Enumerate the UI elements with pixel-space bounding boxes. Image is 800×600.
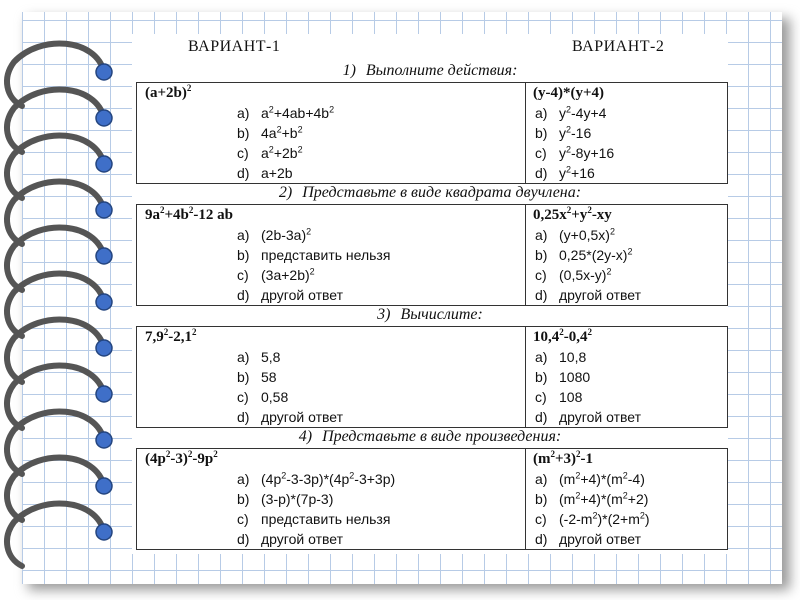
task-variant-2 bbox=[533, 329, 592, 346]
expression-text: -4) bbox=[627, 471, 645, 487]
answer-option bbox=[237, 531, 343, 547]
expression-text: (y+0,5x) bbox=[559, 227, 610, 243]
expression-text: (-2-m bbox=[559, 511, 593, 527]
expression-text: другой ответ bbox=[261, 531, 343, 547]
exponent: 2 bbox=[329, 104, 335, 115]
section-instruction: Представьте в виде произведения: bbox=[322, 428, 562, 445]
expression-text: 0,58 bbox=[261, 389, 289, 405]
exponent: 2 bbox=[566, 144, 572, 155]
exponent: 2 bbox=[575, 470, 581, 481]
exponent: 2 bbox=[587, 327, 592, 337]
answer-option bbox=[535, 105, 606, 121]
answer-option bbox=[237, 105, 334, 121]
exponent: 2 bbox=[187, 449, 193, 459]
option-letter: d) bbox=[535, 165, 548, 181]
section-title bbox=[132, 62, 728, 80]
binding-ring bbox=[7, 457, 112, 520]
exponent: 2 bbox=[609, 226, 615, 237]
answer-option bbox=[535, 471, 645, 487]
binding-hole bbox=[96, 524, 112, 540]
exponent: 2 bbox=[276, 124, 282, 135]
expression-text: 0,25x bbox=[533, 207, 567, 223]
expression-text: 10,8 bbox=[559, 349, 587, 365]
spiral-binding bbox=[0, 0, 130, 600]
expression-text: +b bbox=[281, 125, 298, 141]
binding-hole bbox=[96, 340, 112, 356]
expression-text: y bbox=[559, 125, 566, 141]
option-letter: c) bbox=[535, 511, 547, 527]
expression-text: 1080 bbox=[559, 369, 591, 385]
expression-text: 4a bbox=[261, 125, 277, 141]
option-letter: c) bbox=[237, 511, 249, 527]
answer-option bbox=[535, 491, 648, 507]
expression-text: -4y+4 bbox=[571, 105, 607, 121]
task-variant-1 bbox=[145, 451, 218, 468]
exponent: 2 bbox=[160, 205, 165, 215]
binding-hole bbox=[96, 294, 112, 310]
answer-option bbox=[237, 145, 303, 161]
expression-text: y bbox=[559, 165, 566, 181]
exponent: 2 bbox=[188, 205, 194, 215]
option-letter: d) bbox=[237, 287, 250, 303]
expression-text: (y-4)*(y+4) bbox=[533, 85, 605, 101]
expression-text: 0,25*(2y-x) bbox=[559, 247, 628, 263]
task-box bbox=[136, 448, 728, 550]
binding-ring bbox=[7, 503, 112, 566]
binding-ring bbox=[7, 411, 112, 474]
exponent: 2 bbox=[192, 327, 197, 337]
exponent: 2 bbox=[566, 205, 572, 215]
answer-option bbox=[237, 389, 288, 405]
exponent: 2 bbox=[576, 449, 581, 459]
answer-option bbox=[237, 287, 343, 303]
binding-ring bbox=[7, 273, 112, 336]
section-title bbox=[132, 184, 728, 202]
expression-text: (0,5x-y) bbox=[559, 267, 607, 283]
expression-text: a+2b bbox=[261, 165, 293, 181]
exponent: 2 bbox=[268, 144, 274, 155]
expression-text: 58 bbox=[261, 369, 277, 385]
expression-text: 5,8 bbox=[261, 349, 281, 365]
answer-option bbox=[535, 287, 641, 303]
expression-text: (4p bbox=[261, 471, 282, 487]
binding-hole bbox=[96, 478, 112, 494]
answer-option bbox=[535, 389, 582, 405]
expression-text: +y bbox=[571, 207, 588, 223]
answer-option bbox=[237, 409, 343, 425]
expression-text: (m bbox=[533, 451, 551, 467]
option-letter: b) bbox=[535, 491, 548, 507]
expression-text: a bbox=[261, 145, 269, 161]
exponent: 2 bbox=[622, 490, 628, 501]
expression-text: )*(2+m bbox=[597, 511, 640, 527]
expression-text: (m bbox=[559, 491, 576, 507]
expression-text: (2b-3a) bbox=[261, 227, 307, 243]
section-instruction: Вычислите: bbox=[400, 306, 483, 323]
answer-option bbox=[535, 409, 641, 425]
exponent: 2 bbox=[566, 104, 572, 115]
option-letter: b) bbox=[237, 247, 250, 263]
section-instruction: Представьте в виде квадрата двучлена: bbox=[302, 184, 582, 201]
answer-option bbox=[535, 369, 590, 385]
expression-text: -3-3p)*(4p bbox=[286, 471, 350, 487]
exponent: 2 bbox=[587, 205, 592, 215]
expression-text: представить нельзя bbox=[261, 511, 391, 527]
option-letter: d) bbox=[237, 165, 250, 181]
exponent: 2 bbox=[566, 124, 572, 135]
binding-hole bbox=[96, 156, 112, 172]
expression-text: -8y+16 bbox=[571, 145, 615, 161]
expression-text: (4p bbox=[145, 451, 166, 467]
expression-text: -9p bbox=[192, 451, 214, 467]
expression-text: 9a bbox=[145, 207, 160, 223]
binding-hole bbox=[96, 386, 112, 402]
exponent: 2 bbox=[297, 124, 303, 135]
exponent: 2 bbox=[309, 266, 315, 277]
binding-ring bbox=[7, 365, 112, 428]
worksheet bbox=[132, 34, 728, 554]
exponent: 2 bbox=[163, 327, 169, 337]
expression-text: -2,1 bbox=[168, 329, 192, 345]
exponent: 2 bbox=[639, 510, 645, 521]
option-letter: c) bbox=[535, 145, 547, 161]
exponent: 2 bbox=[281, 470, 287, 481]
exponent: 2 bbox=[627, 246, 633, 257]
expression-text: -0,4 bbox=[563, 329, 588, 345]
expression-text: +2) bbox=[627, 491, 649, 507]
answer-option bbox=[237, 267, 315, 283]
column-divider bbox=[525, 327, 526, 427]
expression-text: представить нельзя bbox=[261, 247, 391, 263]
option-letter: d) bbox=[237, 409, 250, 425]
task-variant-1 bbox=[145, 85, 191, 102]
option-letter: b) bbox=[535, 247, 548, 263]
option-letter: c) bbox=[237, 145, 249, 161]
binding-ring bbox=[7, 43, 112, 106]
variant-1-heading: ВАРИАНТ-1 bbox=[188, 38, 281, 55]
answer-option bbox=[535, 247, 632, 263]
answer-option bbox=[535, 165, 595, 181]
expression-text: -16 bbox=[571, 125, 592, 141]
expression-text: +4b bbox=[164, 207, 189, 223]
exponent: 2 bbox=[550, 449, 555, 459]
binding-hole bbox=[96, 64, 112, 80]
answer-option bbox=[237, 349, 280, 365]
expression-text: -1 bbox=[580, 451, 594, 467]
binding-ring bbox=[7, 89, 112, 152]
expression-text: +3) bbox=[555, 451, 577, 467]
expression-text: (m bbox=[559, 471, 576, 487]
answer-option bbox=[535, 227, 615, 243]
binding-hole bbox=[96, 432, 112, 448]
section-number: 4) bbox=[298, 428, 313, 445]
expression-text: -3+3p) bbox=[354, 471, 396, 487]
exponent: 2 bbox=[268, 104, 274, 115]
column-divider bbox=[525, 83, 526, 183]
expression-text: ) bbox=[644, 511, 650, 527]
expression-text: (3a+2b) bbox=[261, 267, 310, 283]
expression-text: +4)*(m bbox=[580, 471, 623, 487]
answer-option bbox=[237, 471, 395, 487]
answer-option bbox=[535, 145, 614, 161]
expression-text: (a+2b) bbox=[145, 85, 187, 101]
task-variant-1 bbox=[145, 207, 233, 224]
exponent: 2 bbox=[606, 266, 612, 277]
expression-text: +2b bbox=[273, 145, 298, 161]
expression-text: другой ответ bbox=[559, 531, 641, 547]
exponent: 2 bbox=[213, 449, 218, 459]
option-letter: b) bbox=[535, 125, 548, 141]
option-letter: b) bbox=[237, 125, 250, 141]
answer-option bbox=[535, 511, 650, 527]
option-letter: d) bbox=[535, 531, 548, 547]
variant-2-heading: ВАРИАНТ-2 bbox=[572, 38, 665, 55]
option-letter: d) bbox=[535, 409, 548, 425]
binding-ring bbox=[7, 227, 112, 290]
expression-text: -xy bbox=[591, 207, 612, 223]
answer-option bbox=[535, 531, 641, 547]
answer-option bbox=[237, 125, 303, 141]
expression-text: +16 bbox=[571, 165, 595, 181]
exponent: 2 bbox=[165, 449, 171, 459]
binding-ring bbox=[7, 319, 112, 382]
option-letter: d) bbox=[535, 287, 548, 303]
exponent: 2 bbox=[592, 510, 598, 521]
task-variant-2 bbox=[533, 85, 604, 102]
option-letter: a) bbox=[237, 349, 250, 365]
option-letter: c) bbox=[237, 389, 249, 405]
expression-text: 108 bbox=[559, 389, 583, 405]
exponent: 2 bbox=[622, 470, 628, 481]
option-letter: b) bbox=[535, 369, 548, 385]
expression-text: +4ab+4b bbox=[273, 105, 330, 121]
binding-ring bbox=[7, 181, 112, 244]
expression-text: y bbox=[559, 145, 566, 161]
answer-option bbox=[535, 125, 591, 141]
section-number: 2) bbox=[278, 184, 293, 201]
binding-hole bbox=[96, 202, 112, 218]
section-number: 1) bbox=[342, 62, 356, 79]
answer-option bbox=[535, 267, 611, 283]
exponent: 2 bbox=[297, 144, 303, 155]
expression-text: a bbox=[261, 105, 269, 121]
exponent: 2 bbox=[559, 327, 564, 337]
binding-hole bbox=[96, 110, 112, 126]
section-title bbox=[132, 428, 728, 446]
option-letter: c) bbox=[535, 389, 547, 405]
task-variant-1 bbox=[145, 329, 197, 346]
option-letter: a) bbox=[237, 471, 250, 487]
option-letter: a) bbox=[237, 227, 250, 243]
section-instruction: Выполните действия: bbox=[365, 62, 518, 79]
exponent: 2 bbox=[566, 164, 572, 175]
expression-text: другой ответ bbox=[559, 287, 641, 303]
exponent: 2 bbox=[186, 83, 192, 93]
option-letter: c) bbox=[237, 267, 249, 283]
task-variant-2 bbox=[533, 207, 612, 224]
exponent: 2 bbox=[306, 226, 312, 237]
answer-option bbox=[237, 227, 311, 243]
column-divider bbox=[525, 205, 526, 305]
exponent: 2 bbox=[349, 470, 355, 481]
option-letter: a) bbox=[535, 105, 548, 121]
option-letter: b) bbox=[237, 491, 250, 507]
task-box bbox=[136, 326, 728, 428]
expression-text: -3) bbox=[170, 451, 188, 467]
option-letter: c) bbox=[535, 267, 547, 283]
expression-text: другой ответ bbox=[261, 409, 343, 425]
task-box bbox=[136, 82, 728, 184]
option-letter: b) bbox=[237, 369, 250, 385]
binding-ring bbox=[7, 135, 112, 198]
column-divider bbox=[525, 449, 526, 549]
option-letter: a) bbox=[535, 471, 548, 487]
expression-text: +4)*(m bbox=[580, 491, 623, 507]
option-letter: a) bbox=[237, 105, 250, 121]
expression-text: 7,9 bbox=[145, 329, 164, 345]
task-box bbox=[136, 204, 728, 306]
section-number: 3) bbox=[377, 306, 391, 323]
exponent: 2 bbox=[575, 490, 581, 501]
answer-option bbox=[535, 349, 586, 365]
section-title bbox=[132, 306, 728, 324]
option-letter: a) bbox=[535, 349, 548, 365]
option-letter: a) bbox=[535, 227, 548, 243]
expression-text: -12 ab bbox=[193, 207, 233, 223]
expression-text: другой ответ bbox=[559, 409, 641, 425]
answer-option bbox=[237, 511, 390, 527]
answer-option bbox=[237, 369, 277, 385]
expression-text: y bbox=[559, 105, 566, 121]
binding-hole bbox=[96, 248, 112, 264]
answer-option bbox=[237, 247, 390, 263]
task-variant-2 bbox=[533, 451, 593, 468]
option-letter: d) bbox=[237, 531, 250, 547]
answer-option bbox=[237, 491, 333, 507]
answer-option bbox=[237, 165, 293, 181]
expression-text: 10,4 bbox=[533, 329, 560, 345]
expression-text: другой ответ bbox=[261, 287, 343, 303]
expression-text: (3-p)*(7p-3) bbox=[261, 491, 334, 507]
